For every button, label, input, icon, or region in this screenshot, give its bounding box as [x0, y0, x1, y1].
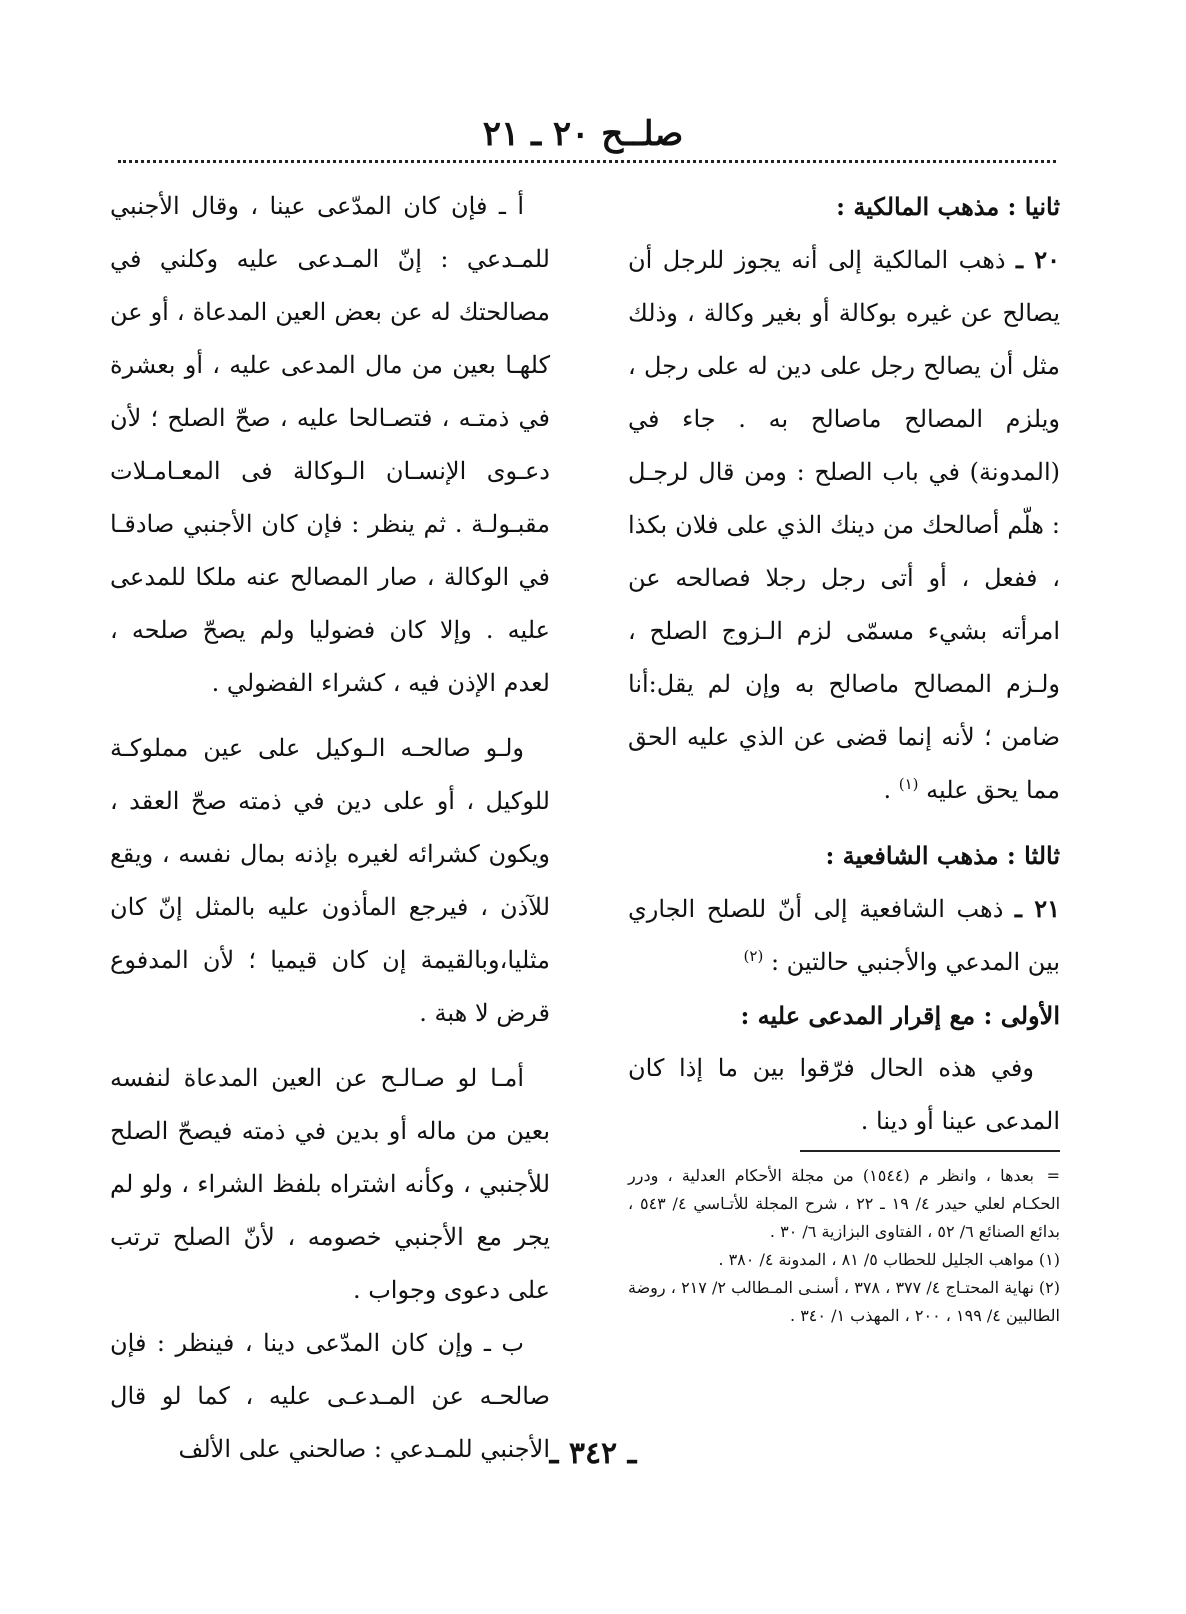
paragraph-first-case: وفي هذه الحال فرّقوا بين ما إذا كان المدعى عينا أو دينا . — [628, 1054, 1060, 1135]
footnote-mark: (١) — [1038, 1250, 1060, 1269]
paragraph-21 — [628, 882, 1060, 989]
page-number: ـ ٣٤٢ ـ — [549, 1436, 637, 1471]
footnote-continued — [628, 1162, 1060, 1246]
paragraph-20 — [628, 233, 1060, 817]
paragraph-text: ذهب الشافعية إلى أنّ للصلح الجاري بين المدعي والأجنبي حالتين : — [628, 895, 1060, 976]
paragraph-end: . — [883, 776, 899, 804]
paragraph-number: ٢١ ـ — [1014, 894, 1060, 923]
paragraph-alif: أ ـ فإن كان المدّعى عينا ، وقال الأجنبي للمـدعي : إنّ المـدعى عليه وكلني في مصالحتك له عن بعض العين المدعاة ، أو عن كلهـا بعين من مال المدعى عليه ، أو بعشرة في ذمتـه ، فتصـالحا عليه ، صحّ الصلح ؛ لأن دعـوى الإنسـان الـوكالة فى المعـامـلات مقبـولـة . ثم ينظر : فإن كان الأجنبي صادقـا في الوكالة ، صار المصالح عنه ملكا للمدعى عليه . وإلا كان فضوليا ولم يصحّ صلحه ، لعدم الإذن فيه ، كشراء الفضولي . — [110, 192, 550, 697]
paragraph-text: ذهب المالكية إلى أنه يجوز للرجل أن يصالح عن غيره بوكالة أو بغير وكالة ، وذلك مثل أن يصالح رجل على دين له على رجل ، ويلزم المصالح ماصالح به . جاء في (المدونة) في باب الصلح : ومن قال لرجـل : هلّم أصالحك من دينك الذي على فلان بكذا ، ففعل ، أو أتى رجل رجلا فصالحه عن امرأته بشيء مسمّى لزم الـزوج الصلح ، ولـزم المصالح ماصالح به وإن لم يقل:أنا ضامن ؛ لأنه إنما قضى عن الذي عليه الحق مما يحق عليه — [628, 246, 1060, 804]
footnote-mark: = — [1046, 1166, 1060, 1185]
footnote-ref[interactable]: (١) — [898, 775, 919, 793]
page-header — [110, 108, 1056, 160]
paragraph-number: ٢٠ ـ — [1016, 245, 1060, 274]
section-heading-maliki: ثانيا : مذهب المالكية : — [836, 192, 1060, 221]
header-divider — [118, 160, 1056, 163]
footnote-mark: (٢) — [1038, 1278, 1060, 1297]
section-heading-shafii: ثالثا : مذهب الشافعية : — [825, 841, 1060, 870]
header-title: صلــح ٢٠ ـ ٢١ — [482, 114, 684, 154]
paragraph-self: أمـا لو صـالـح عن العين المدعاة لنفسه بعين من ماله أو بدين في ذمته فيصحّ الصلح للأجنبي ، وكأنه اشتراه بلفظ الشراء ، ولو لم يجر مع الأجنبي خصومه ، لأنّ الصلح ترتب على دعوى وجواب . — [110, 1064, 550, 1304]
footnote-text: مواهب الجليل للحطاب ٥/ ٨١ ، المدونة ٤/ ٣٨٠ . — [718, 1250, 1034, 1269]
right-column — [628, 180, 1060, 1148]
footnote-1 — [628, 1246, 1060, 1274]
left-column — [110, 180, 550, 1476]
footnote-text: بعدها ، وانظر م (١٥٤٤) من مجلة الأحكام العدلية ، ودرر الحكـام لعلي حيدر ٤/ ١٩ ـ ٢٢ ، شرح المجلة للأتـاسي ٤/ ٥٤٣ ، بدائع الصنائع ٦/ ٥٢ ، الفتاوى البزازية ٦/ ٣٠ . — [628, 1166, 1061, 1241]
footnote-2 — [628, 1274, 1060, 1330]
subheading-first-case: الأولى : مع إقرار المدعى عليه : — [740, 1001, 1060, 1030]
paragraph-ba: ب ـ وإن كان المدّعى دينا ، فينظر : فإن صالحـه عن المـدعـى عليه ، كما لو قال الأجنبي للمـدعي : صالحني على الألف — [110, 1329, 550, 1463]
footnote-ref[interactable]: (٢) — [743, 947, 764, 965]
paragraph-agent: ولـو صالحـه الـوكيل على عين مملوكـة للوكيل ، أو على دين في ذمته صحّ العقد ، ويكون كشرائه لغيره بإذنه بمال نفسه ، ويقع للآذن ، فيرجع المأذون عليه بالمثل إنّ كان مثليا،وبالقيمة إن كان قيميا ؛ لأن المدفوع قرض لا هبة . — [110, 734, 550, 1027]
footnote-text: نهاية المحتـاج ٤/ ٣٧٧ ، ٣٧٨ ، أسنـى المـطالب ٢/ ٢١٧ ، روضة الطالبين ٤/ ١٩٩ ، ٢٠٠ ، المهذب ١/ ٣٤٠ . — [628, 1278, 1060, 1325]
footnotes — [628, 1162, 1060, 1330]
footnote-divider — [800, 1150, 1060, 1152]
